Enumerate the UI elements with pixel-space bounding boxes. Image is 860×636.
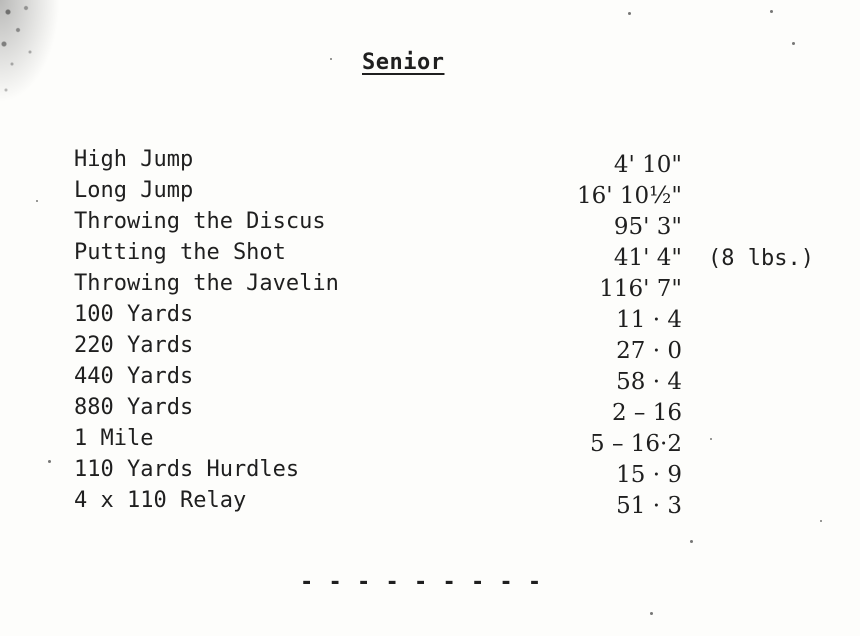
record-mark: 15 · 9	[616, 462, 682, 488]
mark-row	[552, 212, 832, 243]
record-mark: 5 – 16·2	[590, 431, 682, 457]
mark-row	[552, 243, 832, 274]
record-mark: 51 · 3	[616, 493, 682, 519]
event-name: 100 Yards	[74, 302, 194, 327]
event-name: Throwing the Discus	[74, 209, 326, 234]
scan-speck	[628, 12, 631, 15]
event-name: Long Jump	[74, 178, 194, 203]
scan-smudge	[0, 0, 70, 120]
scan-speck	[690, 540, 693, 543]
event-name: Putting the Shot	[74, 240, 286, 265]
scan-speck	[792, 42, 795, 45]
mark-row	[552, 305, 832, 336]
mark-row	[552, 181, 832, 212]
record-mark: 27 · 0	[616, 338, 682, 364]
mark-row	[552, 336, 832, 367]
mark-row	[552, 150, 832, 181]
record-mark: 41' 4"	[613, 245, 682, 271]
closing-dash-rule: - - - - - - - - -	[300, 570, 543, 595]
event-name: 880 Yards	[74, 395, 194, 420]
event-name: 4 x 110 Relay	[74, 488, 247, 513]
mark-row	[552, 460, 832, 491]
record-mark: 16' 10½"	[576, 183, 682, 209]
record-mark: 11 · 4	[616, 307, 682, 333]
scan-speck	[330, 58, 332, 60]
record-mark: 95' 3"	[613, 214, 682, 240]
event-name: 220 Yards	[74, 333, 194, 358]
record-mark: 116' 7"	[599, 276, 682, 302]
mark-row	[552, 429, 832, 460]
record-mark: 4' 10"	[613, 152, 682, 178]
scan-speck	[770, 10, 773, 13]
page-title: Senior	[362, 50, 445, 75]
event-name: 440 Yards	[74, 364, 194, 389]
scan-speck	[650, 612, 653, 615]
event-name: 1 Mile	[74, 426, 154, 451]
mark-row	[552, 367, 832, 398]
scan-speck	[48, 460, 51, 463]
event-list	[74, 144, 339, 516]
record-mark: 2 – 16	[611, 400, 682, 426]
record-mark: 58 · 4	[616, 369, 682, 395]
mark-list	[552, 150, 832, 522]
weight-note: (8 lbs.)	[708, 246, 814, 271]
event-name: Throwing the Javelin	[74, 271, 339, 296]
event-name: 110 Yards Hurdles	[74, 457, 300, 482]
mark-row	[552, 274, 832, 305]
scan-speck	[36, 200, 38, 202]
mark-row	[552, 398, 832, 429]
mark-row	[552, 491, 832, 522]
event-name: High Jump	[74, 147, 194, 172]
